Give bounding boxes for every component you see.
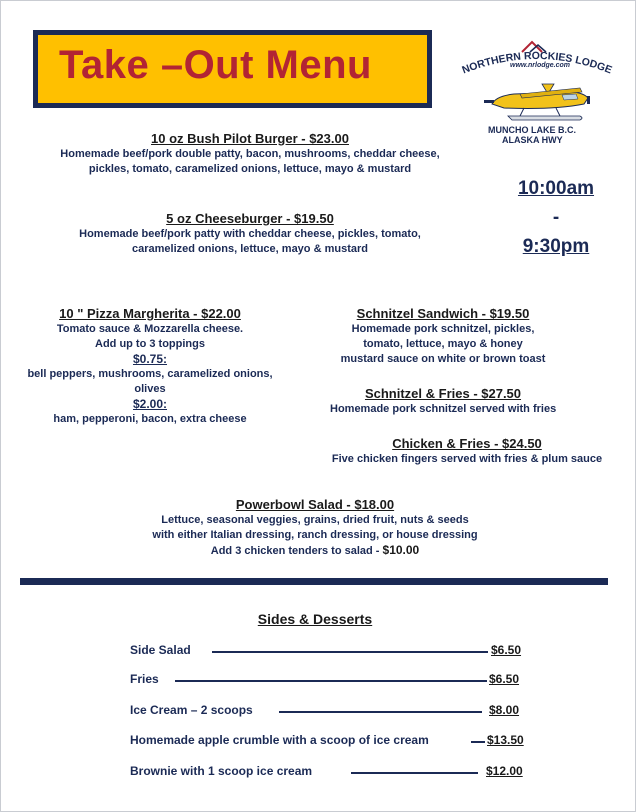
menu-item-powerbowl (110, 496, 520, 559)
leader-line (175, 680, 487, 682)
side-item-label: Fries (130, 672, 159, 686)
addon-price: $10.00 (382, 543, 420, 557)
addon-line (110, 543, 520, 559)
hours-close: 9:30pm (522, 236, 590, 257)
item-desc: Homemade pork schnitzel served with fries (330, 403, 557, 415)
item-desc: mustard sauce on white or brown toast (340, 353, 546, 365)
item-name: 10 oz Bush Pilot Burger - $23.00 (151, 131, 349, 146)
item-desc: Lettuce, seasonal veggies, grains, dried fruit, nuts & seeds (161, 514, 469, 526)
menu-item-schnitzel-sandwich (330, 305, 556, 367)
sides-heading: Sides & Desserts (257, 611, 373, 627)
side-item-label: Brownie with 1 scoop ice cream (130, 764, 313, 778)
item-desc: with either Italian dressing, ranch dressing, or house dressing (152, 529, 478, 541)
leader-line (212, 651, 488, 653)
topping-list-tier1: olives (134, 383, 166, 395)
lodge-highway: ALASKA HWY (502, 135, 563, 145)
menu-item-cheeseburger (40, 210, 460, 257)
item-name: Powerbowl Salad - $18.00 (235, 497, 395, 512)
lodge-url: www.nrlodge.com (510, 62, 571, 69)
item-name: 10 " Pizza Margherita - $22.00 (59, 306, 241, 321)
topping-price-tier2: $2.00: (132, 397, 168, 411)
item-desc: Add up to 3 toppings (95, 338, 205, 350)
item-desc: pickles, tomato, caramelized onions, lettuce, mayo & mustard (88, 163, 412, 175)
topping-list-tier1: bell peppers, mushrooms, caramelized onions, (27, 368, 273, 380)
topping-list-tier2: ham, pepperoni, bacon, extra cheese (53, 413, 247, 425)
item-name: Chicken & Fries - $24.50 (392, 436, 542, 451)
menu-item-pizza (10, 305, 290, 427)
side-item-price: $6.50 (491, 643, 522, 657)
item-name: 5 oz Cheeseburger - $19.50 (166, 211, 334, 226)
lodge-logo (452, 38, 622, 158)
lodge-name: NORTHERN ROCKIES LODGE (460, 49, 614, 77)
item-name: Schnitzel & Fries - $27.50 (364, 386, 522, 401)
item-desc: tomato, lettuce, mayo & honey (363, 338, 523, 350)
side-item-label: Homemade apple crumble with a scoop of ice cream (130, 733, 429, 747)
side-item-label: Ice Cream – 2 scoops (130, 703, 253, 717)
leader-line (351, 772, 478, 774)
title-banner (33, 30, 432, 108)
item-desc: caramelized onions, lettuce, mayo & mustard (132, 243, 368, 255)
leader-line (471, 741, 485, 743)
page-title: Take –Out Menu (59, 43, 372, 87)
hours-separator: - (552, 207, 560, 228)
hours-open: 10:00am (517, 178, 595, 199)
floatplane-icon (484, 80, 594, 124)
section-divider (20, 578, 608, 585)
item-name: Schnitzel Sandwich - $19.50 (356, 306, 530, 321)
item-desc: Homemade beef/pork double patty, bacon, mushrooms, cheddar cheese, (60, 148, 440, 160)
item-desc: Homemade beef/pork patty with cheddar cheese, pickles, tomato, (79, 228, 421, 240)
item-desc: Tomato sauce & Mozzarella cheese. (56, 323, 244, 335)
side-item-price: $8.00 (489, 703, 520, 717)
addon-text: Add 3 chicken tenders to salad - (210, 545, 383, 557)
topping-price-tier1: $0.75: (132, 352, 168, 366)
side-item-price: $12.00 (486, 764, 523, 778)
lodge-location: MUNCHO LAKE B.C. (488, 125, 576, 135)
side-item-price: $6.50 (489, 672, 520, 686)
side-item-label: Side Salad (130, 643, 191, 657)
lodge-name-arc (452, 38, 622, 78)
item-desc: Homemade pork schnitzel, pickles, (351, 323, 535, 335)
item-desc: Five chicken fingers served with fries & plum sauce (331, 453, 603, 465)
menu-item-burger (40, 130, 460, 177)
side-item-price: $13.50 (487, 733, 524, 747)
leader-line (279, 711, 482, 713)
opening-hours (498, 174, 614, 261)
menu-item-schnitzel-fries (330, 385, 556, 417)
menu-item-chicken-fries (322, 435, 612, 467)
